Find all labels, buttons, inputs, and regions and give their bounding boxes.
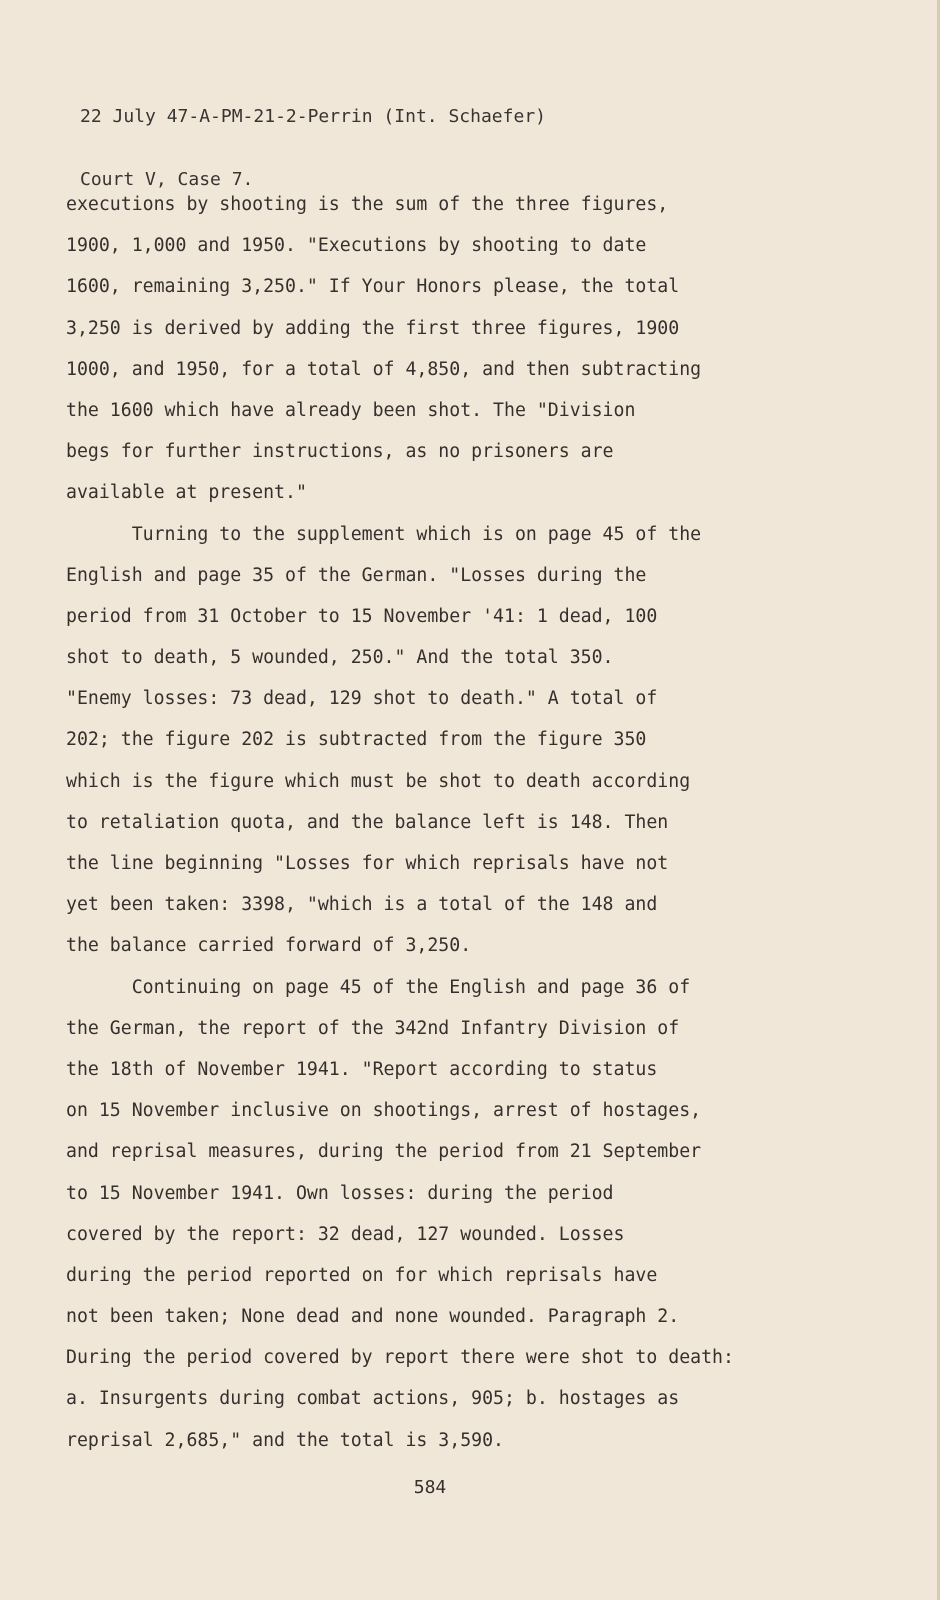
body-line: 1000, and 1950, for a total of 4,850, and then subtracting [66,358,702,380]
body-line: "Enemy losses: 73 dead, 129 shot to death." A total of [66,688,658,710]
body-line: executions by shooting is the sum of the three figures, [66,194,669,215]
header-line-1: 22 July 47-A-PM-21-2-Perrin (Int. Schaefer) [80,106,546,127]
body-line: 1600, remaining 3,250." If Your Honors please, the total [66,276,680,298]
body-line: Continuing on page 45 of the English and page 36 of [66,976,691,998]
body-line: 202; the figure 202 is subtracted from the figure 350 [66,729,647,751]
body-line: not been taken; None dead and none wounded. Paragraph 2. [66,1306,680,1328]
body-line: begs for further instructions, as no prisoners are [66,441,614,463]
page-number: 584 [413,1477,447,1498]
body-line: and reprisal measures, during the period from 21 September [66,1141,702,1163]
body-line: shot to death, 5 wounded, 250." And the total 350. [66,647,614,669]
body-line: a. Insurgents during combat actions, 905; b. hostages as [66,1388,680,1410]
body-line: to retaliation quota, and the balance left is 148. Then [66,811,669,833]
body-line: period from 31 October to 15 November '41: 1 dead, 100 [66,605,658,627]
body-line: 1900, 1,000 and 1950. "Executions by shooting to date [66,235,647,257]
body-line: which is the figure which must be shot to death according [66,770,691,792]
body-line: to 15 November 1941. Own losses: during the period [66,1182,614,1204]
body-line: during the period reported on for which reprisals have [66,1264,658,1286]
body-line: Turning to the supplement which is on page 45 of the [66,523,702,545]
body-line: the balance carried forward of 3,250. [66,935,472,957]
body-line: the 1600 which have already been shot. The "Division [66,399,636,421]
body-line: on 15 November inclusive on shootings, arrest of hostages, [66,1100,702,1122]
body-line: During the period covered by report there were shot to death: [66,1347,734,1369]
page-edge [940,0,944,1600]
body-line: 3,250 is derived by adding the first three figures, 1900 [66,317,680,339]
transcript-body [66,184,826,1461]
body-line: the German, the report of the 342nd Infantry Division of [66,1017,680,1039]
body-line: the line beginning "Losses for which reprisals have not [66,853,669,874]
body-line: the 18th of November 1941. "Report according to status [66,1058,658,1080]
header-line-2: Court V, Case 7. [80,169,254,190]
body-line: covered by the report: 32 dead, 127 wounded. Losses [66,1223,625,1245]
body-line: available at present." [66,482,307,504]
body-line: English and page 35 of the German. "Losses during the [66,564,647,586]
body-line: yet been taken: 3398, "which is a total of the 148 and [66,894,658,916]
body-line: reprisal 2,685," and the total is 3,590. [66,1429,504,1451]
